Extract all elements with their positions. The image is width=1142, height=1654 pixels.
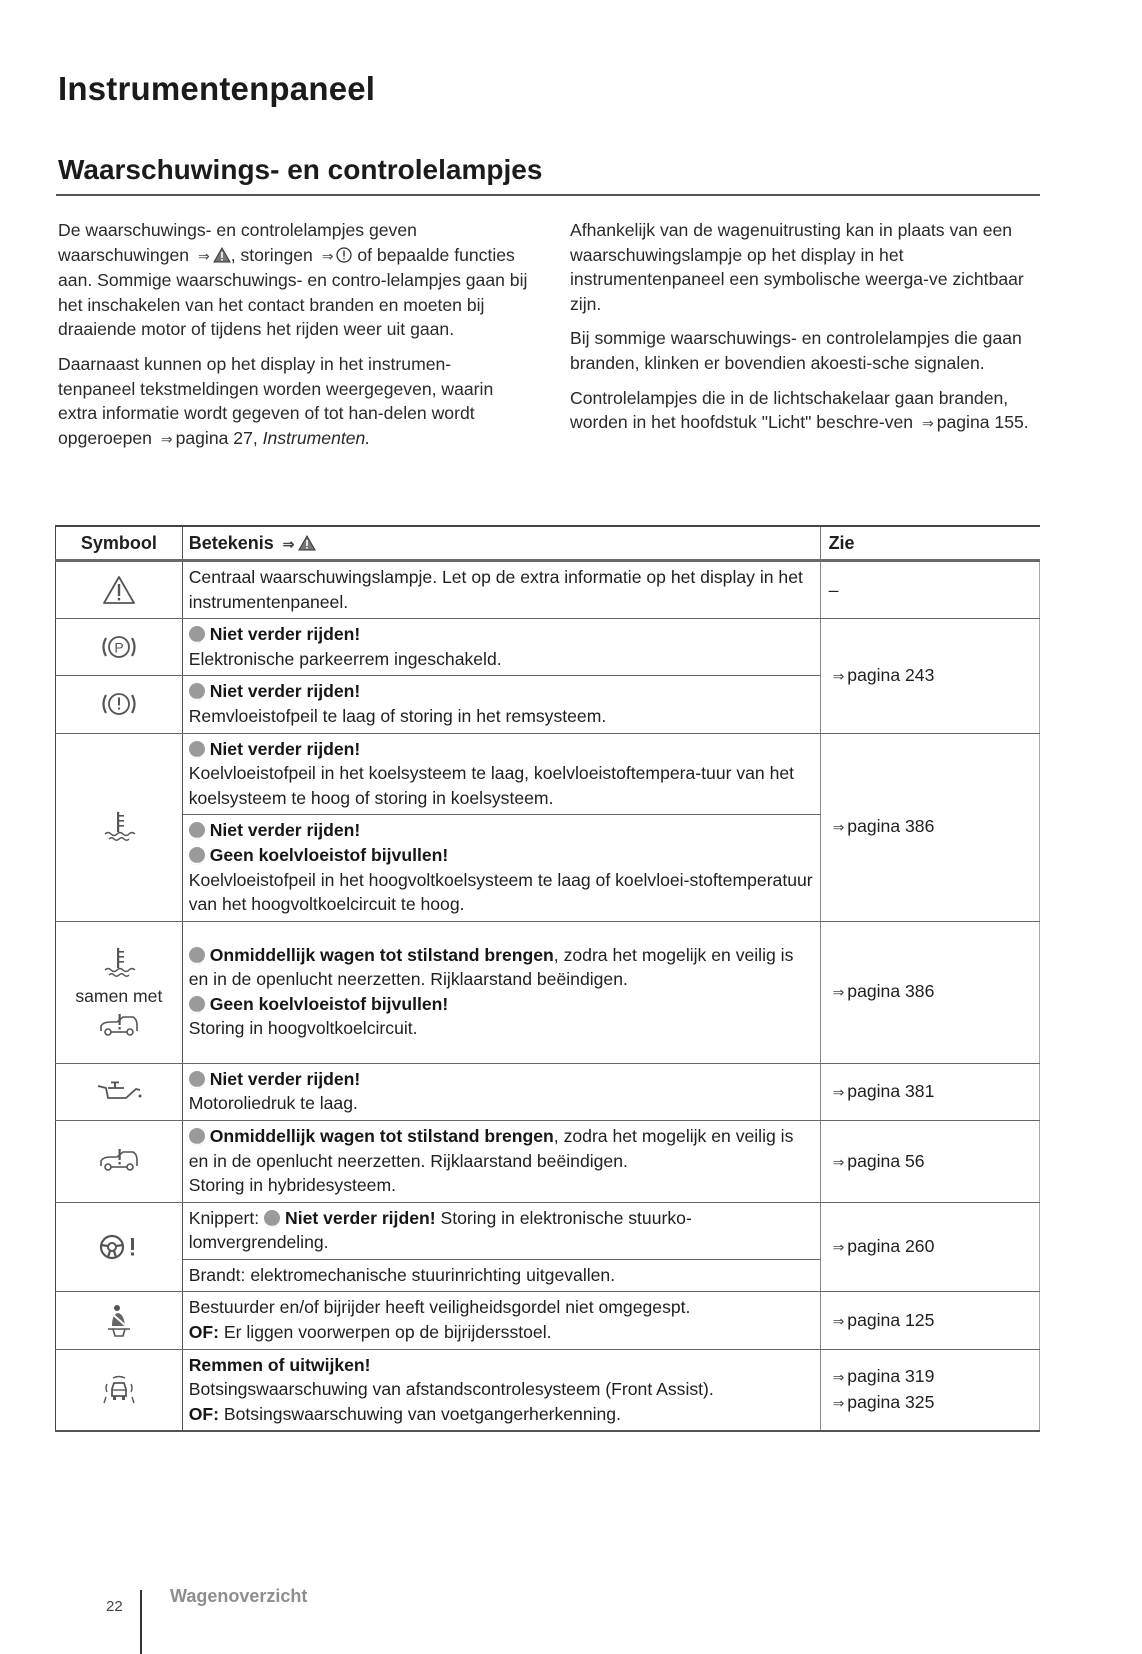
svg-text:P: P	[114, 639, 124, 656]
page-link[interactable]: pagina 319	[847, 1366, 935, 1387]
page-link[interactable]: pagina 260	[847, 1236, 935, 1257]
footer-section-title: Wagenoverzicht	[170, 1586, 308, 1606]
arrow-icon: ⇒	[832, 1395, 845, 1412]
stop-icon	[189, 1071, 205, 1087]
table-row: STOPNiet verder rijden! Motoroliedruk te laag. ⇒ pagina 381	[56, 1063, 1040, 1120]
table-row: samen met STOPOnmiddellijk wagen tot stilstand brengen, zodra het mogelijk en veilig is en in de openlucht neerzetten. Rijklaarstand beëindigen. STOPGeen koelvloeistof bijvullen! Storing in hoogvoltkoelcircuit. ⇒ pagina 386	[56, 921, 1040, 1063]
row-see	[820, 921, 1039, 1063]
intro-paragraph-3: Afhankelijk van de wagenuitrusting kan in plaats van een waarschuwingslampje op het display in het instrumentenpaneel een symbolische weerga-ve zichtbaar zijn.	[570, 220, 1024, 314]
intro-paragraph-5: Controlelampjes die in de lichtschakelaar gaan branden, worden in het hoofdstuk "Licht" beschre-ven ⇒ pagina 155.	[570, 387, 1029, 433]
page-link-title[interactable]: Instrumenten.	[262, 427, 371, 448]
intro-paragraph-4: Bij sommige waarschuwings- en controlelampjes die gaan branden, klinken er bovendien akoesti-sche signalen.	[570, 328, 1022, 373]
stop-icon	[264, 1210, 280, 1226]
oil-pressure-icon	[94, 1080, 144, 1104]
page-link[interactable]: pagina 27,	[175, 427, 258, 448]
central-warning-icon	[102, 575, 136, 605]
front-assist-icon	[102, 1375, 136, 1405]
arrow-icon: ⇒	[832, 668, 845, 685]
arrow-icon: ⇒	[832, 1369, 845, 1386]
section-divider	[56, 194, 1040, 196]
page-link[interactable]: pagina 386	[847, 981, 935, 1002]
stop-icon	[189, 996, 205, 1012]
stop-icon	[189, 947, 205, 963]
symbol-label: samen met	[75, 985, 163, 1006]
intro-paragraph-1: De waarschuwings- en controlelampjes geven waarschuwingen ⇒ , storingen ⇒ of bepaalde functies aan. Sommige waarschuwings- en contro-lelampjes gaan bij het inschakelen van het contact branden en moeten bij draaiende motor of tijdens het rijden weer uit gaan.	[58, 220, 528, 340]
warning-lights-table	[55, 525, 1040, 1432]
warning-triangle-icon	[213, 247, 231, 263]
table-row: Brandt: elektromechanische stuurinrichting uitgevallen.	[56, 1259, 1040, 1292]
hybrid-fault-icon	[97, 1148, 141, 1174]
stop-icon	[189, 626, 205, 642]
arrow-icon: ⇒	[832, 984, 845, 1001]
row-see	[820, 619, 1039, 733]
arrow-icon: ⇒	[197, 247, 210, 264]
intro-paragraph-2: Daarnaast kunnen op het display in het instrumen-tenpaneel tekstmeldingen worden weergegeven, waarin extra informatie wordt gegeven of tot han-delen wordt opgeroepen ⇒ pagina 27, Instrumenten.	[58, 353, 494, 448]
page-number: 22	[106, 1598, 123, 1615]
intro-left-column	[58, 218, 528, 461]
page-link[interactable]: pagina 381	[847, 1081, 935, 1102]
arrow-icon: ⇒	[832, 1153, 845, 1170]
stop-icon	[189, 683, 205, 699]
header-see: Zie	[820, 526, 1039, 561]
row-see	[820, 1202, 1039, 1292]
stop-icon	[189, 822, 205, 838]
section-title: Waarschuwings- en controlelampjes	[58, 154, 543, 185]
page-link[interactable]: pagina 243	[847, 665, 935, 686]
arrow-icon: ⇒	[921, 415, 934, 432]
brake-system-icon	[99, 689, 139, 719]
coolant-icon	[101, 810, 137, 844]
page-link[interactable]: pagina 386	[847, 816, 935, 837]
row-see	[820, 1063, 1039, 1120]
seatbelt-icon	[104, 1304, 134, 1338]
stop-icon	[189, 1128, 205, 1144]
page-link[interactable]: pagina 56	[847, 1150, 925, 1171]
table-row: STOPNiet verder rijden! Remvloeistofpeil te laag of storing in het remsysteem.	[56, 676, 1040, 733]
page-title: Instrumentenpaneel	[58, 70, 376, 107]
intro-right-column	[570, 218, 1040, 446]
steering-warning-icon	[96, 1233, 142, 1261]
header-meaning: Betekenis ⇒	[182, 526, 820, 561]
row-see	[820, 733, 1039, 921]
table-header-row	[56, 526, 1040, 561]
table-row: STOPNiet verder rijden! STOPGeen koelvloeistof bijvullen! Koelvloeistofpeil in het hoogvoltkoelsysteem te laag of koelvloei-stoftemperatuur van het hoogvoltkoelcircuit te hoog.	[56, 815, 1040, 921]
header-symbol: Symbool	[56, 526, 183, 561]
table-row	[56, 561, 1040, 619]
arrow-icon: ⇒	[321, 247, 334, 264]
row-see	[820, 1292, 1039, 1349]
row-meaning: Centraal waarschuwingslampje. Let op de extra informatie op het display in het instrumentenpaneel.	[182, 561, 820, 619]
arrow-icon: ⇒	[832, 1239, 845, 1256]
table-row: Bestuurder en/of bijrijder heeft veiligheidsgordel niet omgegespt. OF: Er liggen voorwerpen op de bijrijdersstoel. ⇒ pagina 125	[56, 1292, 1040, 1349]
hybrid-fault-icon	[97, 1013, 141, 1039]
row-see	[820, 1349, 1039, 1431]
arrow-icon: ⇒	[832, 819, 845, 836]
stop-icon	[189, 741, 205, 757]
table-row: STOPOnmiddellijk wagen tot stilstand brengen, zodra het mogelijk en veilig is en in de openlucht neerzetten. Rijklaarstand beëindigen. Storing in hybridesysteem. ⇒ pagina 56	[56, 1120, 1040, 1202]
arrow-icon: ⇒	[282, 535, 295, 552]
stop-icon	[189, 847, 205, 863]
warning-triangle-icon	[298, 535, 316, 551]
page-link[interactable]: pagina 125	[847, 1309, 935, 1330]
page-link[interactable]: pagina 155.	[936, 412, 1029, 433]
row-see	[820, 1120, 1039, 1202]
coolant-icon	[101, 946, 137, 980]
arrow-icon: ⇒	[160, 430, 173, 447]
table-row: Knippert: STOP Niet verder rijden! Storing in elektronische stuurko-lomvergrendeling. ⇒ pagina 260	[56, 1202, 1040, 1259]
arrow-icon: ⇒	[832, 1084, 845, 1101]
row-see: –	[820, 561, 1039, 619]
arrow-icon: ⇒	[832, 1312, 845, 1329]
footer-divider	[140, 1590, 142, 1654]
table-row: Remmen of uitwijken! Botsingswaarschuwing van afstandscontrolesysteem (Front Assist). OF: Botsingswaarschuwing van voetgangerherkenning. ⇒ pagina 319 ⇒ pagina 325	[56, 1349, 1040, 1431]
table-row: P STOPNiet verder rijden! Elektronische parkeerrem ingeschakeld. ⇒ pagina 243	[56, 619, 1040, 676]
notice-circle-icon	[336, 247, 352, 263]
table-row: STOPNiet verder rijden! Koelvloeistofpeil in het koelsysteem te laag, koelvloeistoftempera-tuur van het koelsysteem te hoog of storing in koelsysteem. ⇒ pagina 386	[56, 733, 1040, 815]
page-link[interactable]: pagina 325	[847, 1392, 935, 1413]
parking-brake-icon	[99, 632, 139, 662]
